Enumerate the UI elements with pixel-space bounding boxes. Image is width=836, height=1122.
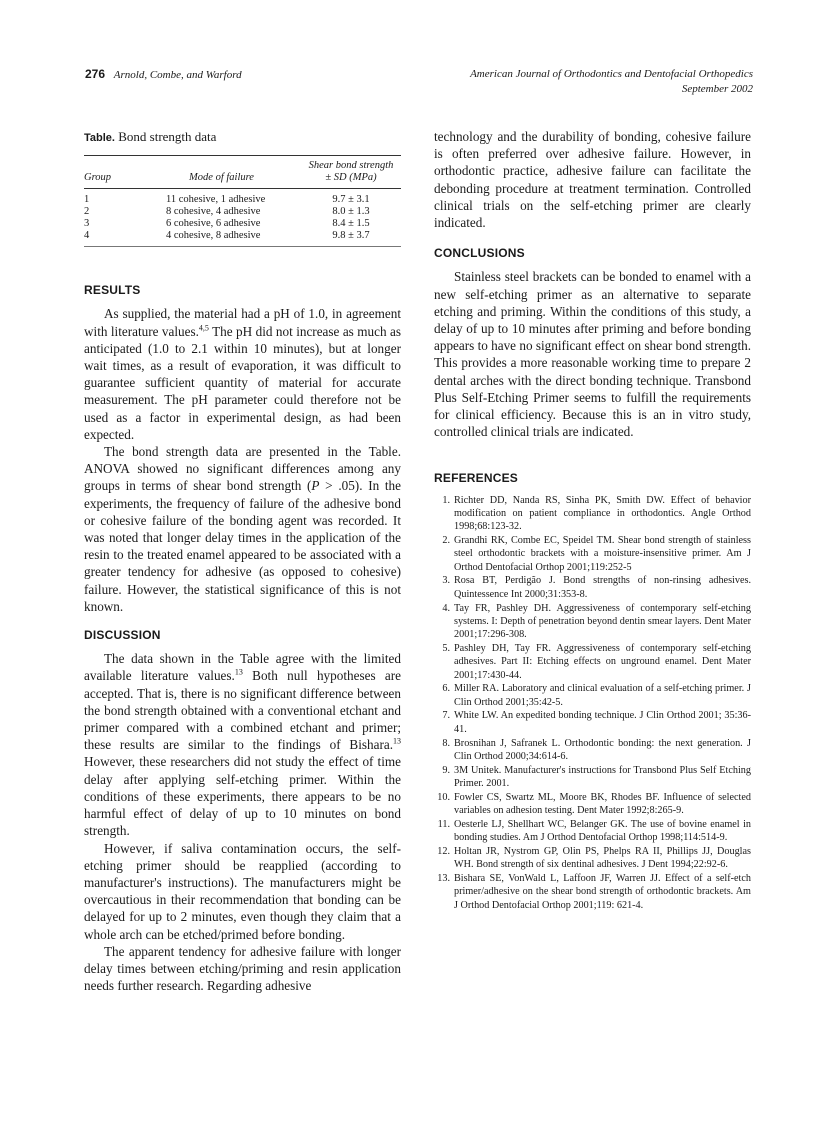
table-row [84,189,401,207]
reference-text: Bishara SE, VonWald L, Laffoon JF, Warren JJ. Effect of a self-etch primer/adhesive on the shear bond strength of orthodontic brackets. Am J Orthod Dentofacial Orthop 2001;119: 621-4. [454,872,751,911]
reference-item [434,574,751,601]
reference-number: 4. [442,602,450,614]
reference-number: 6. [442,683,450,695]
header-strength-line2: ± SD (MPa) [325,172,377,184]
cell-strength: 9.8 ± 3.7 [301,230,401,247]
reference-text: 3M Unitek. Manufacturer's instructions for Transbond Plus Self Etching Primer. 2001. [454,764,751,789]
conclusions-paragraph: Stainless steel brackets can be bonded to enamel with a new self-etching primer as an alternative to separate etching and priming. Within the conditions of this study, a delay of up to 10 minutes after priming and before bonding appears to have no significant effect on shear bond strength. This provides a more reasonable working time to prepare 2 dental arches with the direct bonding technique. Transbond Plus Self-Etching Primer seems to fulfill the requirements for clinical efficiency. Because this is an in vitro study, controlled clinical trials are indicated. [434,269,751,440]
table-row [84,206,401,218]
reference-item [434,534,751,574]
text-run: The data shown in the Table agree with the limited available literature values. [84,651,401,684]
reference-text: Rosa BT, Perdigão J. Bond strengths of non-rinsing adhesives. Quintessence Int 2000;31:353-8. [454,575,751,600]
reference-text: Miller RA. Laboratory and clinical evaluation of a self-etching primer. J Clin Orthod 2001;35:42-5. [454,683,751,708]
discussion-paragraph-3: The apparent tendency for adhesive failure with longer delay times between etching/priming and resin application needs further research. Regarding adhesive [84,943,401,994]
header-group: Group [84,156,142,189]
reference-item [434,737,751,764]
reference-number: 5. [442,642,450,654]
cell-group: 3 [84,218,90,230]
text-run: As supplied, the material had a pH of 1.0, in agreement with literature values. [84,306,401,339]
reference-text: Richter DD, Nanda RS, Sinha PK, Smith DW. Effect of behavior modification on patient compliance in orthodontics. Angle Orthod 1998;68:123-32. [454,494,751,533]
table-row [84,218,401,230]
reference-item [434,709,751,736]
reference-item [434,764,751,791]
reference-number: 2. [442,535,450,547]
reference-text: Grandhi RK, Combe EC, Speidel TM. Shear bond strength of stainless steel orthodontic brackets with a moisture-insensitive primer. Am J Orthod Dentofacial Orthop 2001;119:252-5 [454,535,751,573]
discussion-paragraph-2: However, if saliva contamination occurs, the self-etching primer should be reapplied (according to manufacturer's instructions). The manufacturers might be overcautious in their recommendation that bonding can be delayed for up to 2 minutes, even though they claim that a whole arch can be etched/primed before bonding. [84,840,401,942]
results-paragraph-1 [84,305,401,443]
results-heading: RESULTS [84,283,141,298]
table-label: Table. [84,132,115,144]
table-header-row [84,156,401,189]
authors: Arnold, Combe, and Warford [113,69,242,81]
cell-mode: 4 cohesive, 8 adhesive [142,230,301,247]
reference-list [434,494,751,912]
running-head-left [85,67,242,81]
cell-group: 4 [84,230,142,247]
conclusions-heading: CONCLUSIONS [434,246,525,261]
discussion-paragraph-3-continued: technology and the durability of bonding, cohesive failure is often preferred over adhesive failure. However, in orthodontic practice, adhesive failure can facilitate the debonding procedure at treatment termination. Controlled clinical trials on the self-etching primer are clearly indicated. [434,129,751,231]
cell-mode: 8 cohesive, 4 adhesive [166,206,261,218]
running-head-right [470,67,753,97]
reference-item [434,602,751,642]
bond-strength-table [84,155,401,247]
table-caption [84,128,401,147]
table-title: Bond strength data [118,129,217,144]
header-strength-line1: Shear bond strength [308,160,394,172]
references-heading: REFERENCES [434,471,519,486]
citation-superscript: 13 [393,736,401,746]
right-column [434,128,751,912]
reference-number: 12. [437,845,450,857]
reference-item [434,682,751,709]
text-run: Both null hypotheses are accepted. That is, there is no significant difference between the bond strength obtained with a conventional etchant and primer compared with a combined etchant and primer; these results are similar to the findings of Bishara. [84,668,401,753]
header-mode: Mode of failure [142,156,301,189]
reference-number: 10. [437,791,450,803]
reference-text: White LW. An expedited bonding technique. J Clin Orthod 2001; 35:36-41. [454,710,751,735]
reference-number: 13. [437,872,450,884]
reference-number: 1. [442,494,450,506]
citation-superscript: 4,5 [198,323,209,333]
cell-mode: 11 cohesive, 1 adhesive [166,194,266,206]
reference-item [434,845,751,872]
issue-date: September 2002 [681,83,753,95]
reference-item [434,642,751,682]
journal-title: American Journal of Orthodontics and Dentofacial Orthopedics [470,68,753,80]
text-run: The pH did not increase as much as anticipated (1.0 to 2.1 within 10 minutes), but at longer wait times, as a result of evaporation, it was difficult to guarantee sufficient quantity of material for accurate measurement. The pH parameter could therefore not be used as a factor in experimental design, as had been expected. [84,323,401,442]
reference-text: Pashley DH, Tay FR. Aggressiveness of contemporary self-etching adhesives. Part II: Etching effects on unground enamel. Dent Mater 2001;17:430-44. [454,642,751,681]
table-row [84,230,401,247]
citation-superscript: 13 [234,668,243,678]
page-number: 276 [85,67,106,81]
reference-number: 8. [442,737,450,749]
results-paragraph-2 [84,443,401,615]
discussion-heading: DISCUSSION [84,628,161,643]
reference-text: Tay FR, Pashley DH. Aggressiveness of contemporary self-etching systems. I: Depth of penetration beyond dentin smear layers. Dent Mater 2001;17:296-308. [454,602,751,641]
left-column [84,128,401,994]
reference-number: 7. [442,710,450,722]
reference-text: Brosnihan J, Safranek L. Orthodontic bonding: the next generation. J Clin Orthod 2000;34:614-6. [454,737,751,762]
text-run: The bond strength data are presented in the Table. ANOVA showed no significant differences among any groups in terms of shear bond strength ( [84,444,401,494]
text-run: > .05). In the experiments, the frequency of failure of the adhesive bond or cohesive failure of the bonding agent was recorded. It was noted that longer delay times in the application of the resin to the treated enamel appeared to be associated with a greater tendency for adhesive (as opposed to cohesive) failure. However, the statistical significance of this is not known. [84,478,401,614]
text-run: However, these researchers did not study the effect of time delay after applying self-etching primer. Within the conditions of these experiments, there appears to be no harmful effect of delay of up to 10 minutes on bond strength. [84,754,401,839]
cell-strength: 8.0 ± 1.3 [332,206,370,218]
header-strength [301,156,401,189]
reference-number: 3. [442,575,450,587]
reference-number: 9. [442,764,450,776]
reference-text: Holtan JR, Nystrom GP, Olin PS, Phelps RA II, Phillips JJ, Douglas WH. Bond strength of six dentinal adhesives. J Dent 1994;22:92-6. [454,845,751,871]
reference-item [434,818,751,845]
reference-number: 11. [437,818,450,830]
reference-item [434,791,751,818]
reference-item [434,494,751,534]
cell-strength: 8.4 ± 1.5 [332,218,370,230]
cell-group: 2 [84,206,90,218]
reference-text: Fowler CS, Swartz ML, Moore BK, Rhodes BF. Influence of selected variables on adhesion testing. Dent Mater 1992;8:265-9. [454,791,751,816]
discussion-paragraph-1 [84,650,401,839]
cell-mode: 6 cohesive, 6 adhesive [166,218,261,230]
cell-strength: 9.7 ± 3.1 [332,194,370,206]
p-value-symbol: P [311,478,320,494]
reference-item [434,872,751,912]
cell-group: 1 [84,194,90,206]
reference-text: Oesterle LJ, Shellhart WC, Belanger GK. The use of bovine enamel in bonding studies. Am J Orthod Dentofacial Orthop 1998;114:514-9. [454,818,751,844]
